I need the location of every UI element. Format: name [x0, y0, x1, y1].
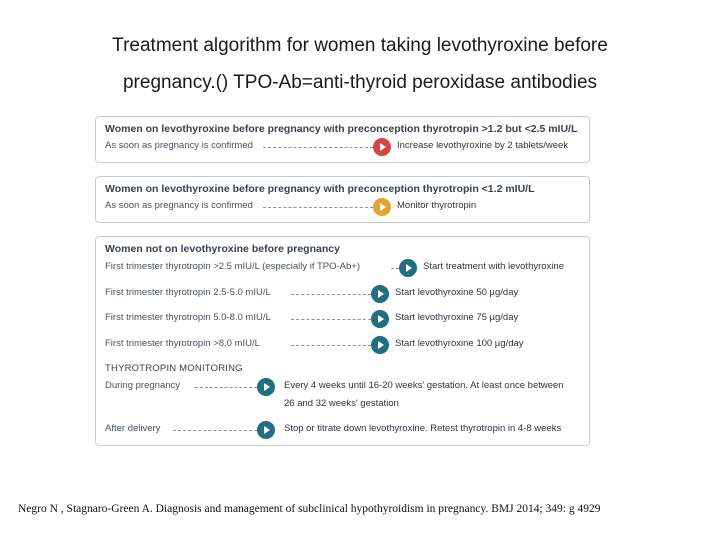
box-2-heading: Women on levothyroxine before pregnancy with preconception thyrotropin <1.2 mIU/L: [105, 183, 535, 195]
dashed-connector: [291, 319, 371, 320]
row-action-line-2: 26 and 32 weeks' gestation: [284, 398, 399, 409]
row-action-line-1: Every 4 weeks until 16-20 weeks' gestation. At least once between: [284, 380, 564, 391]
row-condition: During pregnancy: [105, 380, 180, 391]
dashed-connector: [195, 387, 257, 388]
slide-title-line-2: pregnancy.() TPO-Ab=anti-thyroid peroxidase antibodies: [122, 72, 598, 93]
row-action: Start levothyroxine 75 µg/day: [395, 312, 519, 323]
arrow-node-icon: [399, 259, 417, 277]
row-condition: First trimester thyrotropin >2.5 mIU/L (especially if TPO-Ab+): [105, 261, 360, 272]
row-condition: After delivery: [105, 423, 161, 434]
box-3-row-2: [105, 287, 583, 301]
row-condition: First trimester thyrotropin >8.0 mIU/L: [105, 338, 260, 349]
row-condition: As soon as pregnancy is confirmed: [105, 140, 253, 151]
box-3-row-1: [105, 261, 583, 275]
slide-title-line-1: Treatment algorithm for women taking levothyroxine before: [112, 35, 608, 56]
row-condition: As soon as pregnancy is confirmed: [105, 200, 253, 211]
arrow-node-icon: [373, 198, 391, 216]
algorithm-box-1: [95, 116, 590, 163]
dashed-connector: [263, 207, 373, 208]
row-action: Start treatment with levothyroxine: [423, 261, 564, 272]
dashed-connector: [263, 147, 373, 148]
row-action: Start levothyroxine 100 µg/day: [395, 338, 524, 349]
dashed-connector: [173, 430, 257, 431]
arrow-node-icon: [373, 138, 391, 156]
box-1-row: [105, 140, 583, 154]
monitoring-row-after: [105, 423, 583, 437]
citation: Negro N , Stagnaro-Green A. Diagnosis and management of subclinical hypothyroidism in pregnancy. BMJ 2014; 349: g 4929: [18, 503, 601, 515]
box-3-heading: Women not on levothyroxine before pregnancy: [105, 243, 340, 255]
arrow-node-icon: [371, 285, 389, 303]
row-condition: First trimester thyrotropin 2.5-5.0 mIU/L: [105, 287, 271, 298]
box-3-row-3: [105, 312, 583, 326]
algorithm-box-3: [95, 236, 590, 446]
row-action: Increase levothyroxine by 2 tablets/week: [397, 140, 569, 151]
algorithm-box-2: [95, 176, 590, 223]
row-action: Start levothyroxine 50 µg/day: [395, 287, 519, 298]
box-2-row: [105, 200, 583, 214]
monitoring-row-during: [105, 380, 583, 394]
dashed-connector: [291, 294, 371, 295]
arrow-node-icon: [371, 336, 389, 354]
dashed-connector: [291, 345, 371, 346]
row-action: Monitor thyrotropin: [397, 200, 477, 211]
dashed-connector: [391, 268, 399, 269]
box-1-heading: Women on levothyroxine before pregnancy with preconception thyrotropin >1.2 but <2.5 mIU/L: [105, 123, 578, 135]
row-action: Stop or titrate down levothyroxine. Retest thyrotropin in 4-8 weeks: [284, 423, 562, 434]
monitoring-row-during-cont: [105, 398, 583, 412]
monitoring-heading: THYROTROPIN MONITORING: [105, 363, 243, 374]
arrow-node-icon: [257, 378, 275, 396]
box-3-row-4: [105, 338, 583, 352]
row-condition: First trimester thyrotropin 5.0-8.0 mIU/L: [105, 312, 271, 323]
arrow-node-icon: [257, 421, 275, 439]
arrow-node-icon: [371, 310, 389, 328]
